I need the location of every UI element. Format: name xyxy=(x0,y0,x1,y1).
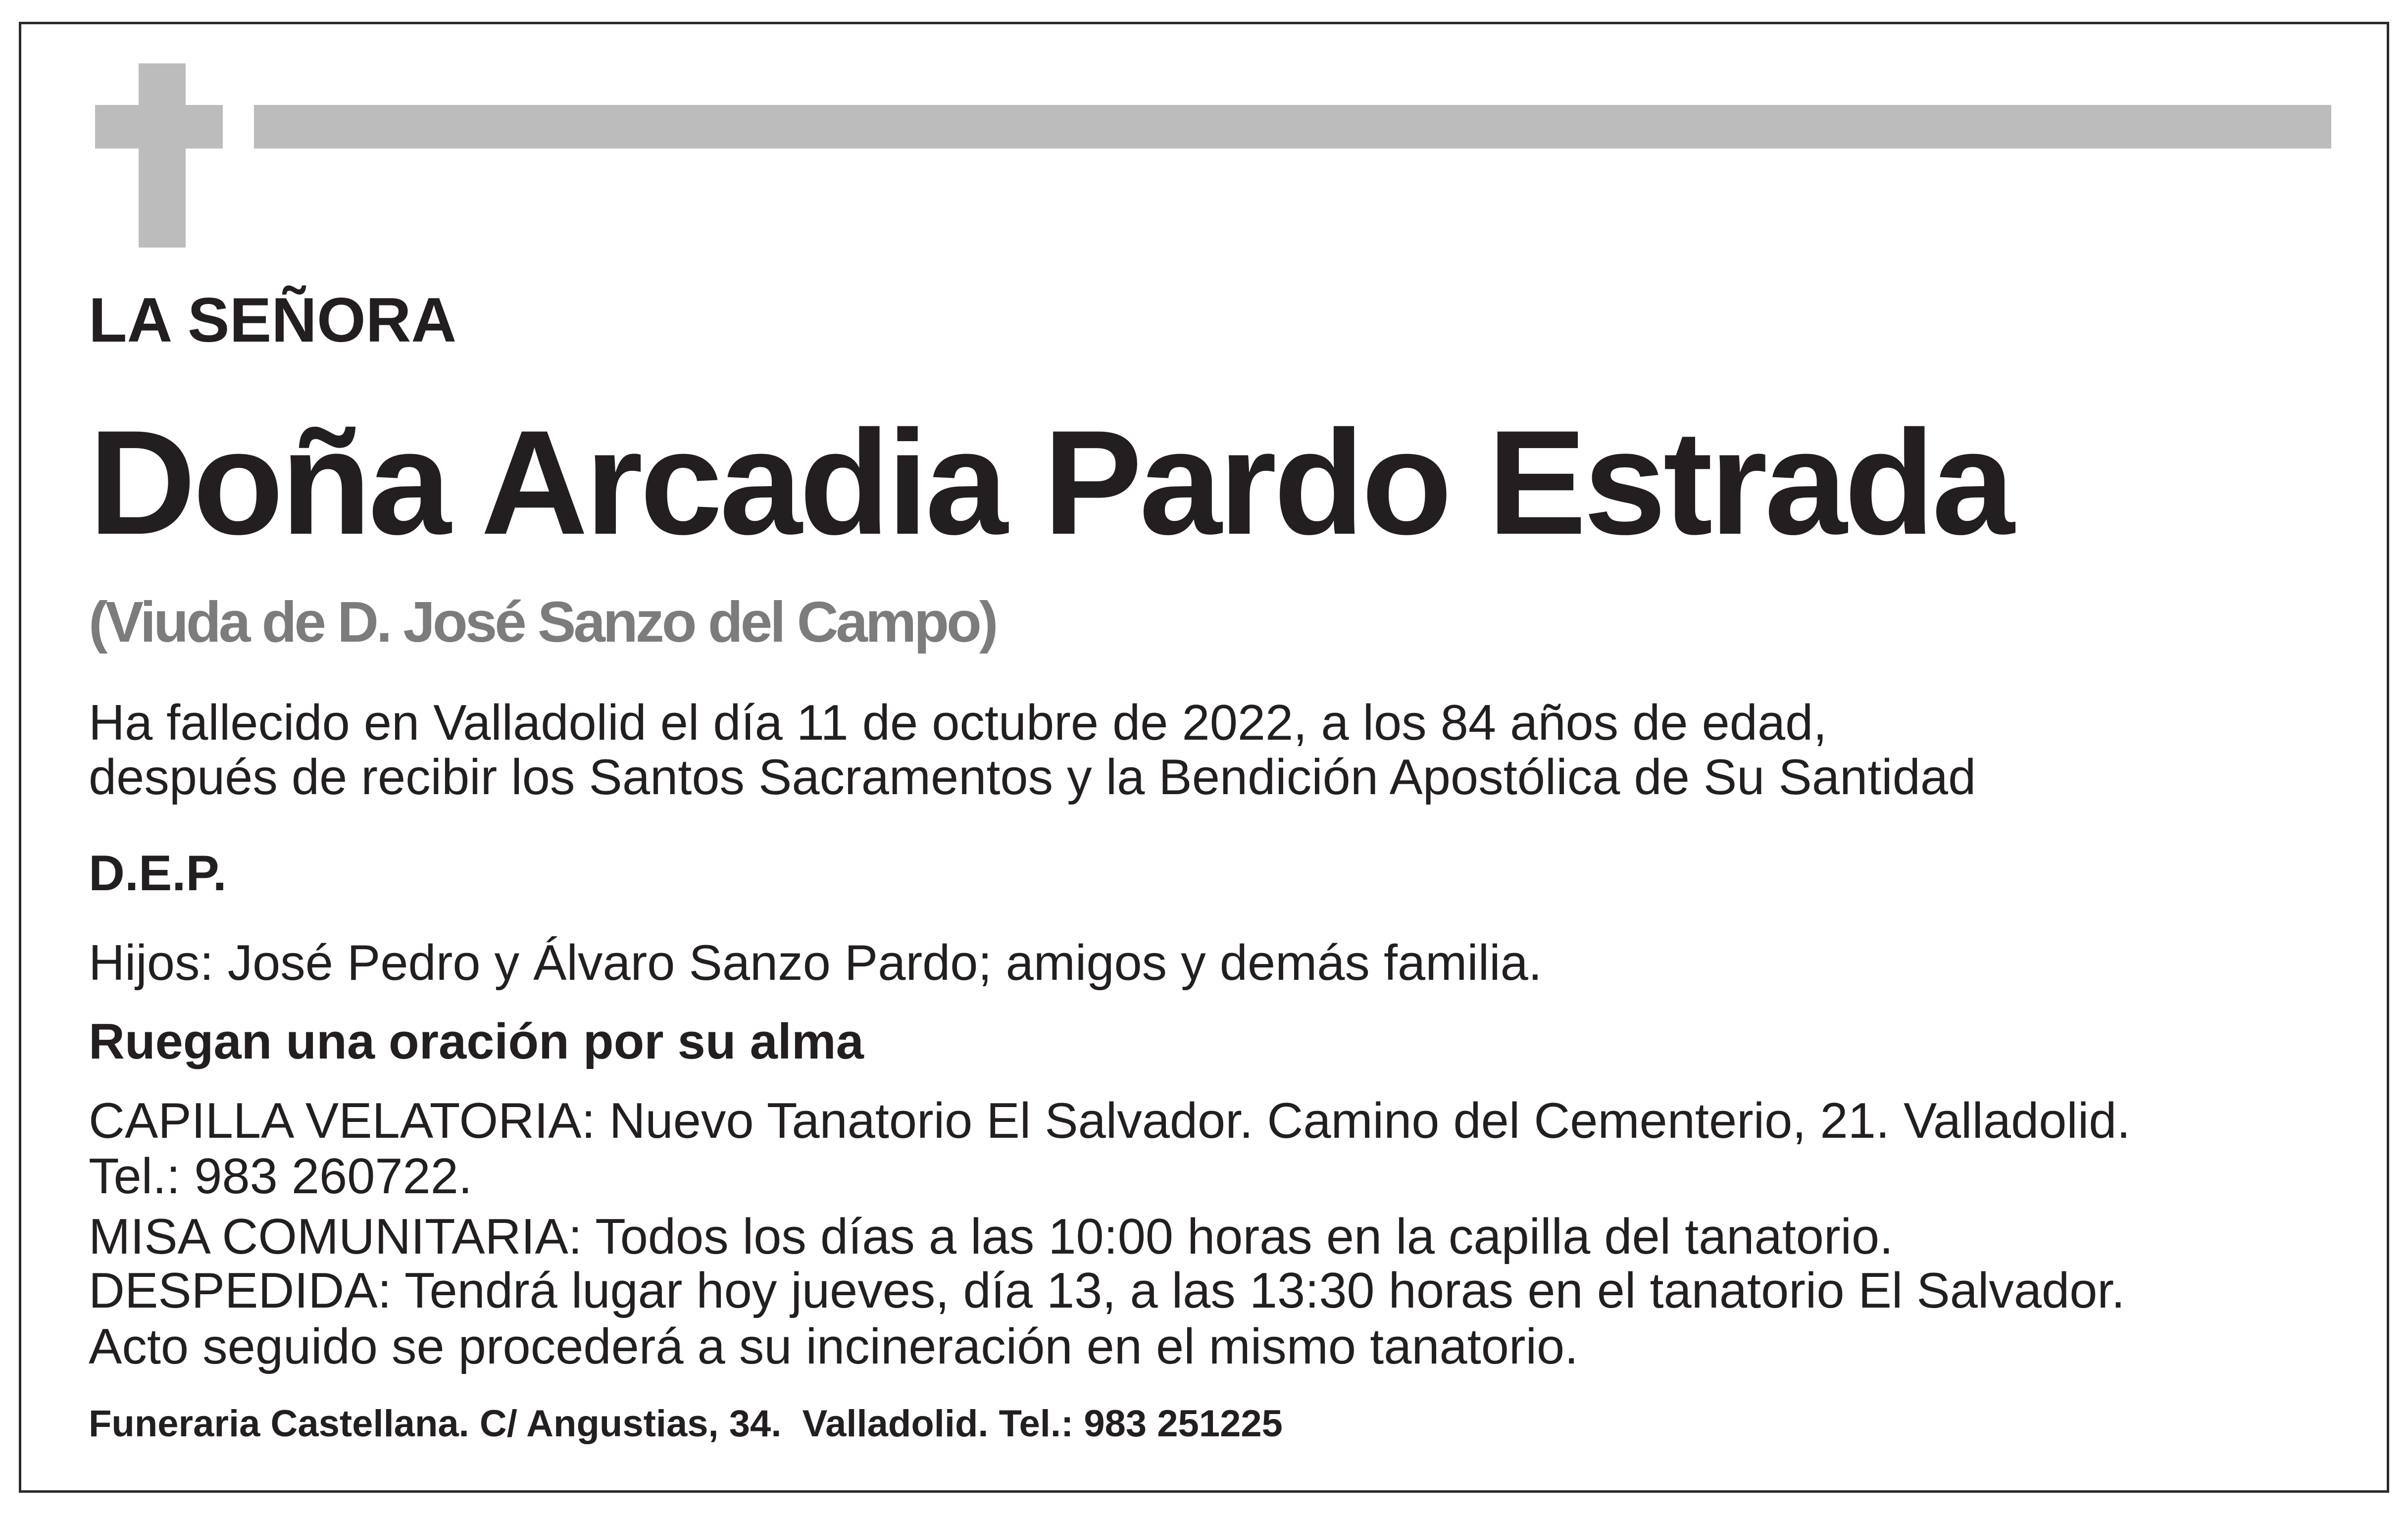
arrangement-line: Tel.: 983 260722. xyxy=(89,1149,472,1204)
notice-heading: LA SEÑORA xyxy=(89,285,457,355)
family-line: Hijos: José Pedro y Álvaro Sanzo Pardo; amigos y demás familia. xyxy=(89,935,1542,991)
arrangement-line: MISA COMUNITARIA: Todos los días a las 10:00 horas en la capilla del tanatorio. xyxy=(89,1209,1894,1265)
arrangement-line: DESPEDIDA: Tendrá lugar hoy jueves, día 13, a las 13:30 horas en el tanatorio El Salvador. xyxy=(89,1263,2125,1318)
announcement-line: después de recibir los Santos Sacramentos y la Bendición Apostólica de Su Santidad xyxy=(89,750,1976,805)
rip-text: D.E.P. xyxy=(89,846,227,901)
arrangement-line: Acto seguido se procederá a su incineración en el mismo tanatorio. xyxy=(89,1319,1579,1374)
widow-of-subtitle: (Viuda de D. José Sanzo del Campo) xyxy=(89,590,996,654)
prayer-request: Ruegan una oración por su alma xyxy=(89,1014,864,1069)
header-rule xyxy=(254,105,2331,149)
deceased-name: Doña Arcadia Pardo Estrada xyxy=(89,399,2012,565)
cross-horizontal-bar xyxy=(95,105,223,149)
announcement-line: Ha fallecido en Valladolid el día 11 de octubre de 2022, a los 84 años de edad, xyxy=(89,695,1827,751)
funeral-home-footer: Funeraria Castellana. C/ Angustias, 34. Valladolid. Tel.: 983 251225 xyxy=(89,1403,1283,1445)
latin-cross-icon xyxy=(95,63,223,248)
arrangement-line: CAPILLA VELATORIA: Nuevo Tanatorio El Salvador. Camino del Cementerio, 21. Valladolid. xyxy=(89,1093,2131,1149)
cross-vertical-bar xyxy=(139,63,186,248)
